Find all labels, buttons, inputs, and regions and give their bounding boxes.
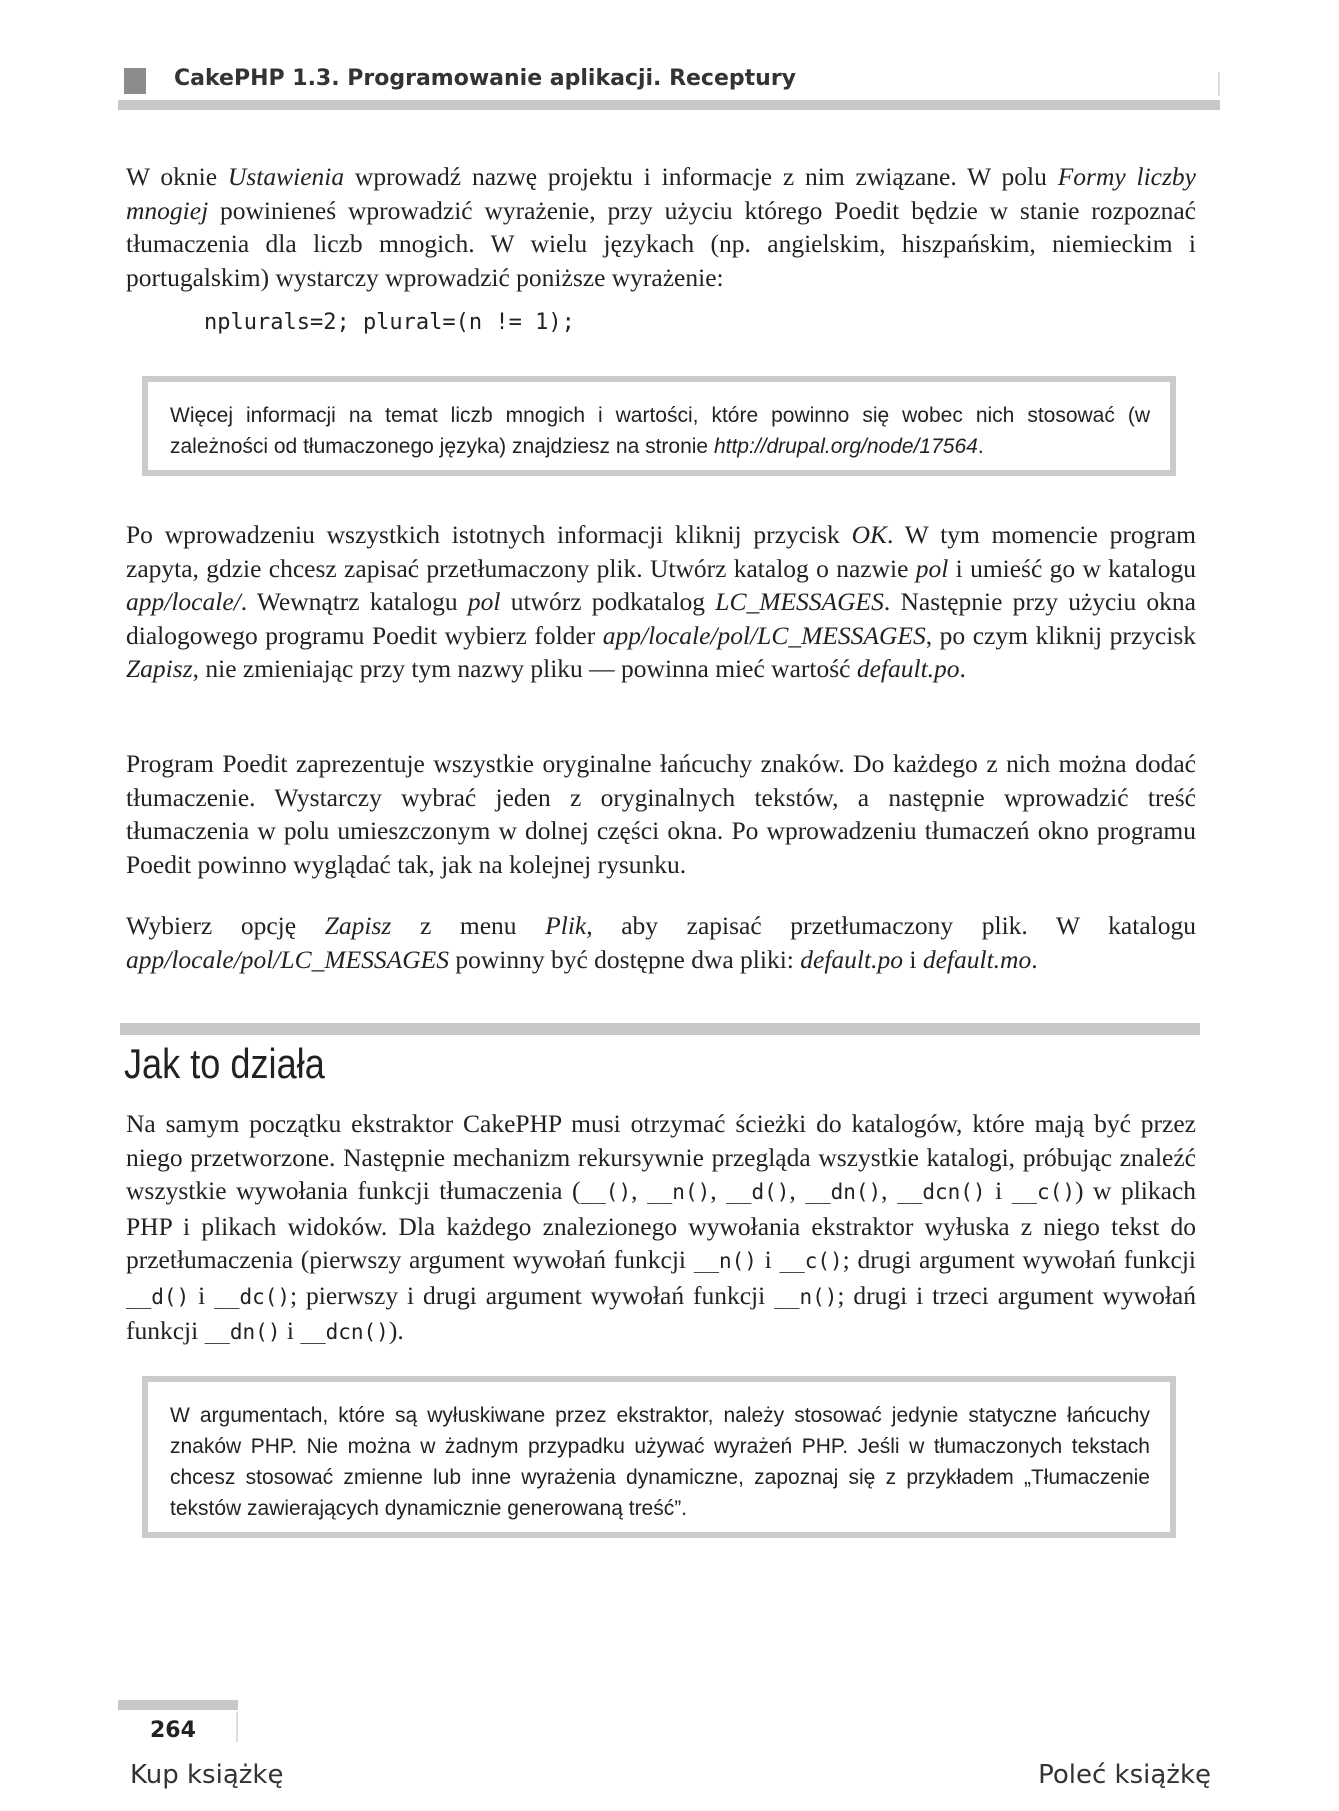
paragraph-settings: W oknie Ustawienia wprowadź nazwę projektu i informacje z nim związane. W polu Formy liczby mnogiej powinieneś wprowadzić wyrażenie, przy użyciu którego Poedit będzie w stanie rozpoznać tłumaczenia dla liczb mnogich. W wielu językach (np. angielskim, hiszpańskim, niemieckim i portugalskim) wystarczy wprowadzić poniższe wyrażenie:: [126, 162, 1196, 292]
page-number: 264: [150, 1718, 196, 1743]
book-title: CakePHP 1.3. Programowanie aplikacji. Receptury: [174, 66, 797, 91]
footer-tick: [236, 1712, 238, 1742]
paragraph-how-it-works: Na samym początku ekstraktor CakePHP musi otrzymać ścieżki do katalogów, które mają być przez niego przetworzone. Następnie mechanizm rekursywnie przegląda wszystkie katalogi, próbując znaleźć wszystkie wywołania funkcji tłumaczenia (__(), __n(), __d(), __dn(), __dcn() i __c()) w plikach PHP i plikach widoków. Dla każdego znalezionego wywołania ekstraktor wyłuska z niego tekst do przetłumaczenia (pierwszy argument wywołań funkcji __n() i __c(); drugi argument wywołań funkcji __d() i __dc(); pierwszy i drugi argument wywołań funkcji __n(); drugi i trzeci argument wywołań funkcji __dn() i __dcn()).: [126, 1109, 1197, 1345]
section-rule: [120, 1023, 1200, 1035]
footer-bar: [118, 1700, 238, 1710]
paragraph-save-file: Wybierz opcję Zapisz z menu Plik, aby zapisać przetłumaczony plik. W katalogu app/locale/pol/LC_MESSAGES powinny być dostępne dwa pliki: default.po i default.mo.: [126, 911, 1196, 974]
note-box-plural: Więcej informacji na temat liczb mnogich i wartości, które powinno się wobec nich stosować (w zależności od tłumaczonego języka) znajdziesz na stronie http://drupal.org/node/17564.: [142, 376, 1176, 476]
code-plural-forms: nplurals=2; plural=(n != 1);: [204, 310, 575, 335]
buy-book-link[interactable]: Kup książkę: [130, 1760, 284, 1790]
note-box-static-strings: W argumentach, które są wyłuskiwane przez ekstraktor, należy stosować jedynie statyczne łańcuchy znaków PHP. Nie można w żadnym przypadku używać wyrażeń PHP. Jeśli w tłumaczonych tekstach chcesz stosować zmienne lub inne wyrażenia dynamiczne, zapoznaj się z przykładem „Tłumaczenie tekstów zawierających dynamicznie generowaną treść”.: [142, 1376, 1176, 1538]
header-rule: [118, 100, 1220, 110]
running-header: [118, 62, 1220, 112]
recommend-book-link[interactable]: Poleć książkę: [1038, 1760, 1211, 1790]
paragraph-save-location: Po wprowadzeniu wszystkich istotnych informacji kliknij przycisk OK. W tym momencie program zapyta, gdzie chcesz zapisać przetłumaczony plik. Utwórz katalog o nazwie pol i umieść go w katalogu app/locale/. Wewnątrz katalogu pol utwórz podkatalog LC_MESSAGES. Następnie przy użyciu okna dialogowego programu Poedit wybierz folder app/locale/pol/LC_MESSAGES, po czym kliknij przycisk Zapisz, nie zmieniając przy tym nazwy pliku — powinna mieć wartość default.po.: [126, 520, 1196, 683]
header-marker: [124, 68, 146, 94]
paragraph-translations: Program Poedit zaprezentuje wszystkie oryginalne łańcuchy znaków. Do każdego z nich można dodać tłumaczenie. Wystarczy wybrać jeden z oryginalnych tekstów, a następnie wprowadzić treść tłumaczenia w polu umieszczonym w dolnej części okna. Po wprowadzeniu tłumaczeń okno programu Poedit powinno wyglądać tak, jak na kolejnej rysunku.: [126, 749, 1196, 879]
section-heading: Jak to działa: [124, 1040, 325, 1087]
drupal-link[interactable]: http://drupal.org/node/17564: [713, 435, 978, 458]
header-tick: [1218, 72, 1220, 96]
